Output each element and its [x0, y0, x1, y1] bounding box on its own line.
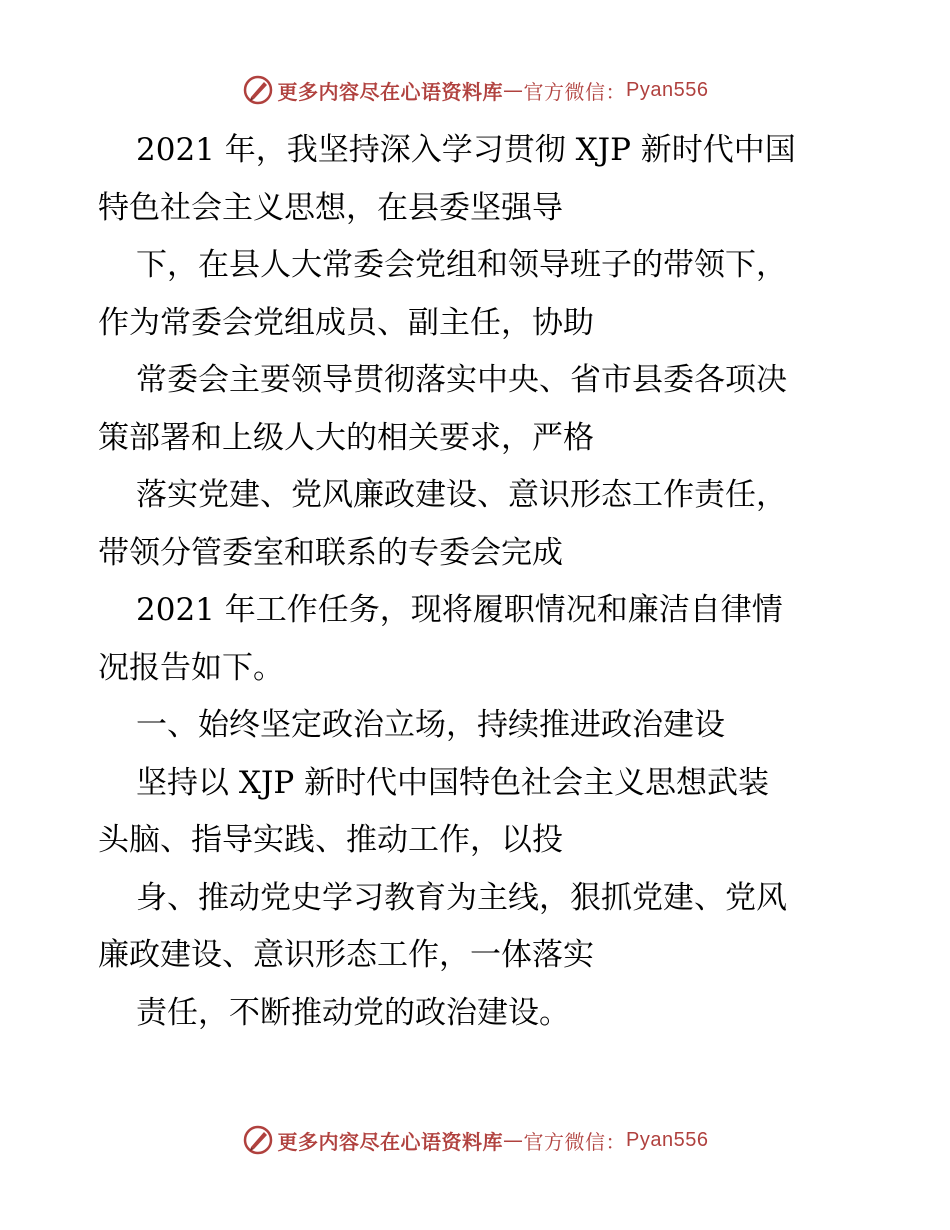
- body-line: 特色社会主义思想，在县委坚强导: [98, 189, 563, 226]
- body-line: 带领分管委室和联系的专委会完成: [98, 534, 563, 571]
- footer-watermark: [0, 1122, 950, 1158]
- body-line: 身、推动党史学习教育为主线，狠抓党建、党风: [136, 879, 787, 916]
- watermark-dash: —: [503, 1128, 524, 1152]
- body-line: 头脑、指导实践、推动工作，以投: [98, 822, 563, 858]
- pen-logo-icon: [242, 74, 274, 106]
- header-watermark: [0, 72, 950, 108]
- pen-logo-icon: [242, 1124, 274, 1156]
- body-line: 责任，不断推动党的政治建设。: [136, 994, 570, 1031]
- body-line: 廉政建设、意识形态工作，一体落实: [98, 937, 594, 973]
- body-line: 下，在县人大常委会党组和领导班子的带领下，: [136, 247, 787, 283]
- watermark-dash: —: [503, 78, 524, 102]
- body-line: 常委会主要领导贯彻落实中央、省市县委各项决: [136, 362, 787, 398]
- document-body: [98, 122, 858, 1042]
- body-line: 坚持以 XJP 新时代中国特色社会主义思想武装: [136, 764, 770, 801]
- watermark-main-text: 更多内容尽在心语资料库: [277, 79, 504, 104]
- watermark-account: Pyan556: [626, 78, 709, 101]
- body-line: 策部署和上级人大的相关要求，严格: [98, 419, 594, 456]
- body-line: 落实党建、党风廉政建设、意识形态工作责任，: [136, 477, 787, 513]
- body-line: 况报告如下。: [98, 649, 284, 686]
- watermark-label: 官方微信：: [523, 1129, 627, 1154]
- body-line: 2021 年工作任务，现将履职情况和廉洁自律情: [136, 592, 783, 628]
- watermark-main-text: 更多内容尽在心语资料库: [277, 1129, 504, 1154]
- body-line: 作为常委会党组成员、副主任，协助: [98, 304, 594, 341]
- body-line: 一、始终坚定政治立场，持续推进政治建设: [136, 707, 725, 743]
- body-line: 2021 年，我坚持深入学习贯彻 XJP 新时代中国: [136, 132, 796, 168]
- watermark-label: 官方微信：: [523, 79, 627, 104]
- watermark-account: Pyan556: [626, 1128, 709, 1151]
